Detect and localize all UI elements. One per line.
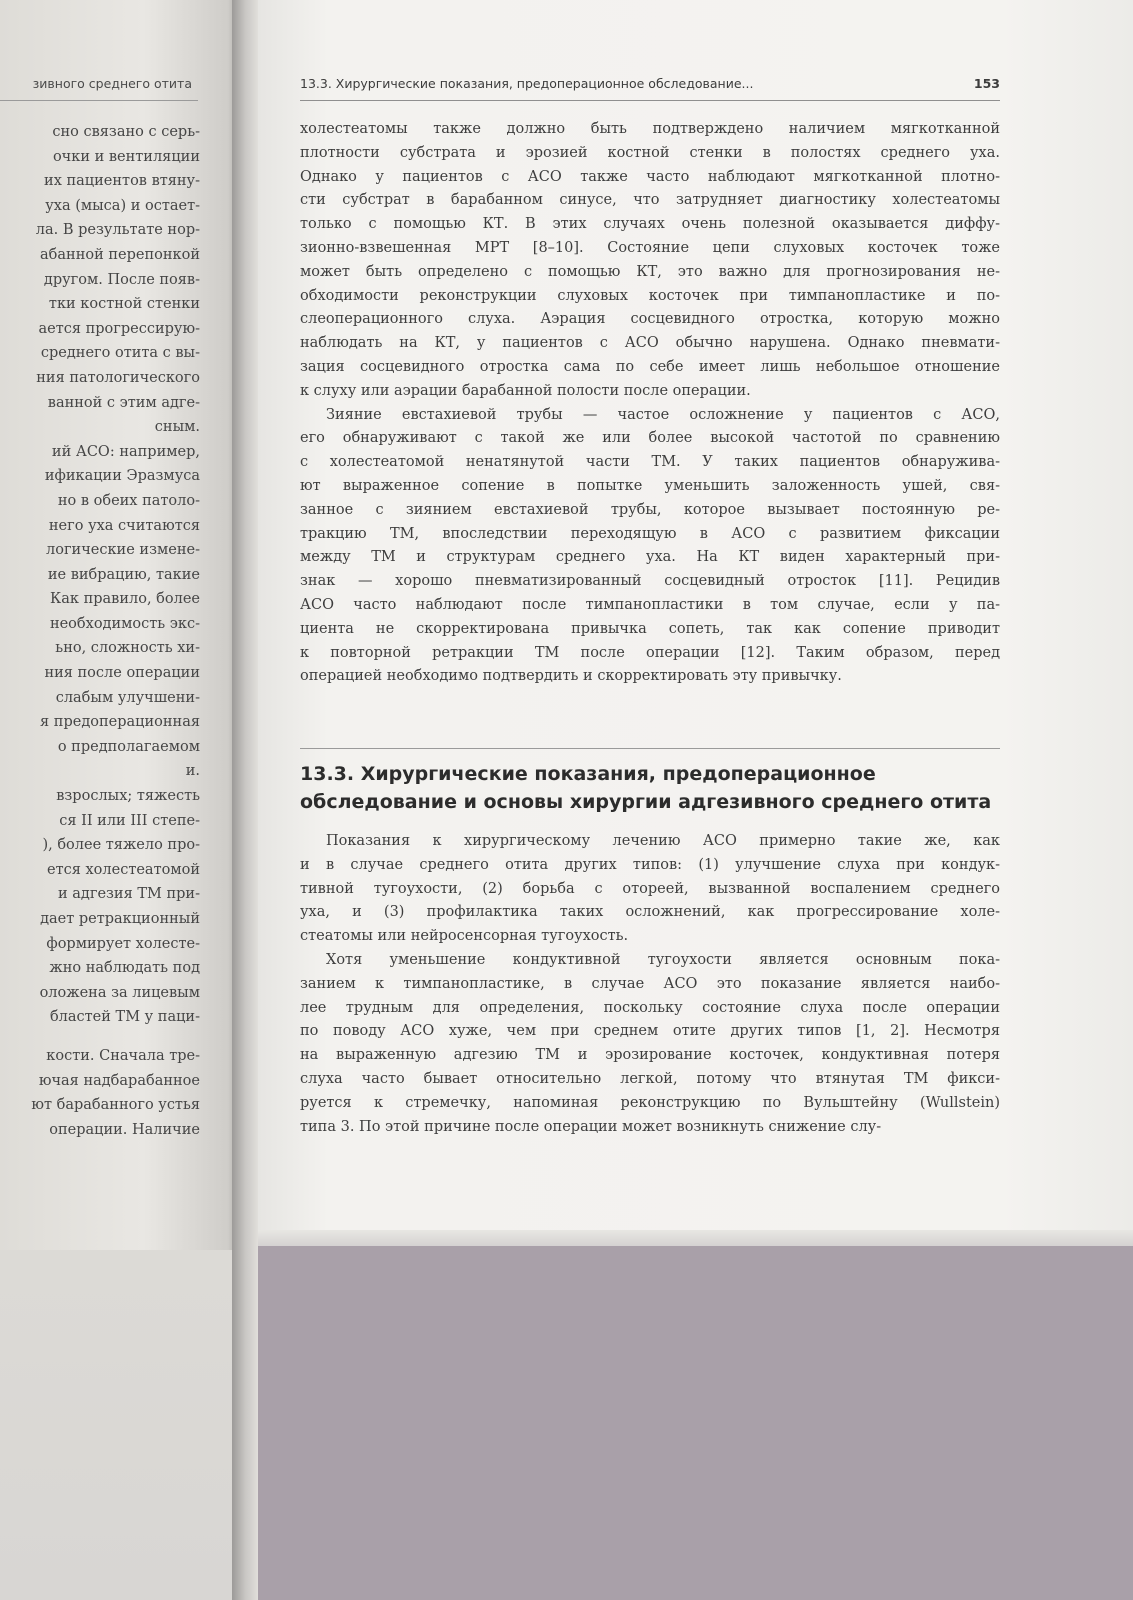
left-text-line: взрослых; тяжесть xyxy=(56,788,200,805)
left-text-line: ла. В результате нор- xyxy=(35,222,200,239)
left-page-text xyxy=(0,120,200,1142)
body-text-line: уха, и (3) профилактика таких осложнений, как прогрессирование холе- xyxy=(300,904,1000,921)
left-text-line: ается прогрессирую- xyxy=(38,320,200,337)
left-text-line: уха (мыса) и остает- xyxy=(45,197,200,214)
body-text-line: и в случае среднего отита других типов: (1) улучшение слуха при кондук- xyxy=(300,856,1000,873)
left-text-line: ификации Эразмуса xyxy=(44,468,200,485)
body-text-line: к слуху или аэрации барабанной полости после операции. xyxy=(300,382,751,399)
body-text-line: Показания к хирургическому лечению АСО примерно такие же, как xyxy=(326,833,1000,849)
body-text-line: плотности субстрата и эрозией костной стенки в полостях среднего уха. xyxy=(300,144,1000,161)
left-text-line: и. xyxy=(185,763,200,780)
running-title: 13.3. Хирургические показания, предоперационное обследование... xyxy=(300,76,754,91)
page-number: 153 xyxy=(973,76,1000,91)
body-text-line: слеоперационного слуха. Аэрация сосцевидного отростка, которую можно xyxy=(300,311,1000,328)
section-heading-line: обследование и основы хирургии адгезивного среднего отита xyxy=(300,791,992,813)
body-text-line: лее трудным для определения, поскольку состояние слуха после операции xyxy=(300,999,1000,1016)
body-text-line: Хотя уменьшение кондуктивной тугоухости является основным пока- xyxy=(326,951,1000,968)
section-rule xyxy=(300,748,1000,749)
left-text-line: сным. xyxy=(154,419,200,436)
body-text-block-2 xyxy=(300,830,1000,1139)
left-text-line: о предполагаемом xyxy=(57,738,200,755)
body-text-line: холестеатомы также должно быть подтверждено наличием мягкотканной xyxy=(300,121,1000,137)
left-text-line: него уха считаются xyxy=(48,517,200,534)
body-text-line: руется к стремечку, напоминая реконструкцию по Вульштейну (Wullstein) xyxy=(300,1094,1000,1111)
left-text-line: ния патологического xyxy=(36,369,200,386)
left-text-line: их пациентов втяну- xyxy=(44,173,200,190)
body-text-line: может быть определено с помощью КТ, это важно для прогнозирования не- xyxy=(300,263,1000,280)
left-page xyxy=(0,0,240,1250)
body-text-line: типа 3. По этой причине после операции может возникнуть снижение слу- xyxy=(300,1118,882,1135)
left-text-line: другом. После появ- xyxy=(43,271,200,288)
left-text-line: ванной с этим адге- xyxy=(47,394,200,411)
left-text-line: формирует холесте- xyxy=(46,935,200,952)
left-text-line: логические измене- xyxy=(46,542,200,559)
left-text-line: дает ретракционный xyxy=(40,911,200,927)
body-text-line: циента не скорректирована привычка сопеть, так как сопение приводит xyxy=(300,620,1000,637)
left-text-line xyxy=(0,1030,200,1044)
body-text-line: между ТМ и структурам среднего уха. На КТ виден характерный при- xyxy=(300,549,1000,566)
body-text-line: наблюдать на КТ, у пациентов с АСО обычно нарушена. Однако пневмати- xyxy=(300,335,1000,352)
body-text-line: сти субстрат в барабанном синусе, что затрудняет диагностику холестеатомы xyxy=(300,192,1000,209)
left-text-line: очки и вентиляции xyxy=(52,148,200,165)
scan-backdrop xyxy=(258,1246,1133,1600)
left-text-line: ий АСО: например, xyxy=(51,443,200,460)
left-text-line: и адгезия ТМ при- xyxy=(58,886,200,903)
header-rule xyxy=(300,100,1000,101)
left-text-line: слабым улучшени- xyxy=(55,689,200,706)
body-text-line: по поводу АСО хуже, чем при среднем отите других типов [1, 2]. Несмотря xyxy=(300,1023,1000,1040)
left-text-line: жно наблюдать под xyxy=(49,960,200,977)
body-text-line: слуха часто бывает относительно легкой, потому что втянутая ТМ фикси- xyxy=(300,1070,1000,1087)
body-text-line: занием к тимпанопластике, в случае АСО это показание является наибо- xyxy=(300,975,1000,992)
left-text-line: оложена за лицевым xyxy=(39,984,200,1001)
body-text-line: зация сосцевидного отростка сама по себе имеет лишь небольшое отношение xyxy=(300,358,1000,375)
left-text-line: бластей ТМ у паци- xyxy=(49,1009,200,1026)
left-text-line: ьно, сложность хи- xyxy=(55,640,200,657)
body-text-line: Зияние евстахиевой трубы — частое осложнение у пациентов с АСО, xyxy=(326,406,1000,423)
left-text-line: ется холестеатомой xyxy=(47,861,200,878)
body-text-line: только с помощью КТ. В этих случаях очень полезной оказывается диффу- xyxy=(300,216,1000,233)
body-text-line: АСО часто наблюдают после тимпанопластики в том случае, если у па- xyxy=(300,596,1000,613)
left-text-line: сно связано с серь- xyxy=(52,124,200,140)
left-text-line: ючая надбарабанное xyxy=(38,1072,200,1089)
body-text-line: Однако у пациентов с АСО также часто наблюдают мягкотканной плотно- xyxy=(300,168,1000,185)
body-text-line: занное с зиянием евстахиевой трубы, которое вызывает постоянную ре- xyxy=(300,501,1000,518)
left-text-line: ния после операции xyxy=(44,665,200,682)
body-text-line: ют выраженное сопение в попытке уменьшить заложенность ушей, свя- xyxy=(300,477,1000,494)
body-text-line: зионно-взвешенная МРТ [8–10]. Состояние цепи слуховых косточек тоже xyxy=(300,239,1000,256)
left-text-line: кости. Сначала тре- xyxy=(46,1047,200,1064)
left-text-line: операции. Наличие xyxy=(49,1121,200,1138)
left-text-line: ие вибрацию, такие xyxy=(47,566,200,583)
section-heading-line: 13.3. Хирургические показания, предоперационное xyxy=(300,763,876,785)
left-header-rule xyxy=(0,100,198,101)
left-running-title: зивного среднего отита xyxy=(32,76,192,91)
left-lower-background xyxy=(0,1250,258,1600)
left-text-line: но в обеих патоло- xyxy=(57,492,200,509)
body-text-line: к повторной ретракции ТМ после операции [12]. Таким образом, перед xyxy=(300,644,1000,661)
left-text-line: ют барабанного устья xyxy=(31,1097,200,1114)
section-heading xyxy=(300,760,1000,816)
body-text-line: знак — хорошо пневматизированный сосцевидный отросток [11]. Рецидив xyxy=(300,573,1000,590)
body-text-line: на выраженную адгезию ТМ и эрозирование косточек, кондуктивная потеря xyxy=(300,1047,1000,1064)
left-text-line: я предоперационная xyxy=(40,714,200,731)
left-text-line: Как правило, более xyxy=(50,591,200,608)
body-text-line: обходимости реконструкции слуховых косточек при тимпанопластике и по- xyxy=(300,287,1000,304)
body-text-line: его обнаруживают с такой же или более высокой частотой по сравнению xyxy=(300,430,1000,447)
body-text-line: операцией необходимо подтвердить и скорректировать эту привычку. xyxy=(300,668,842,685)
body-text-block-1 xyxy=(300,118,1000,689)
body-text-line: с холестеатомой ненатянутой части ТМ. У таких пациентов обнаружива- xyxy=(300,454,1000,471)
left-text-line: среднего отита с вы- xyxy=(40,345,200,362)
left-text-line: ), более тяжело про- xyxy=(42,837,200,854)
body-text-line: стеатомы или нейросенсорная тугоухость. xyxy=(300,928,629,945)
body-text-line: тракцию ТМ, впоследствии переходящую в АСО с развитием фиксации xyxy=(300,525,1000,542)
left-text-line: необходимость экс- xyxy=(49,615,200,632)
left-text-line: тки костной стенки xyxy=(48,296,200,313)
left-text-line: ся II или III степе- xyxy=(59,812,200,829)
body-text-line: тивной тугоухости, (2) борьба с отореей, вызванной воспалением среднего xyxy=(300,880,1000,897)
left-text-line: абанной перепонкой xyxy=(40,246,200,263)
